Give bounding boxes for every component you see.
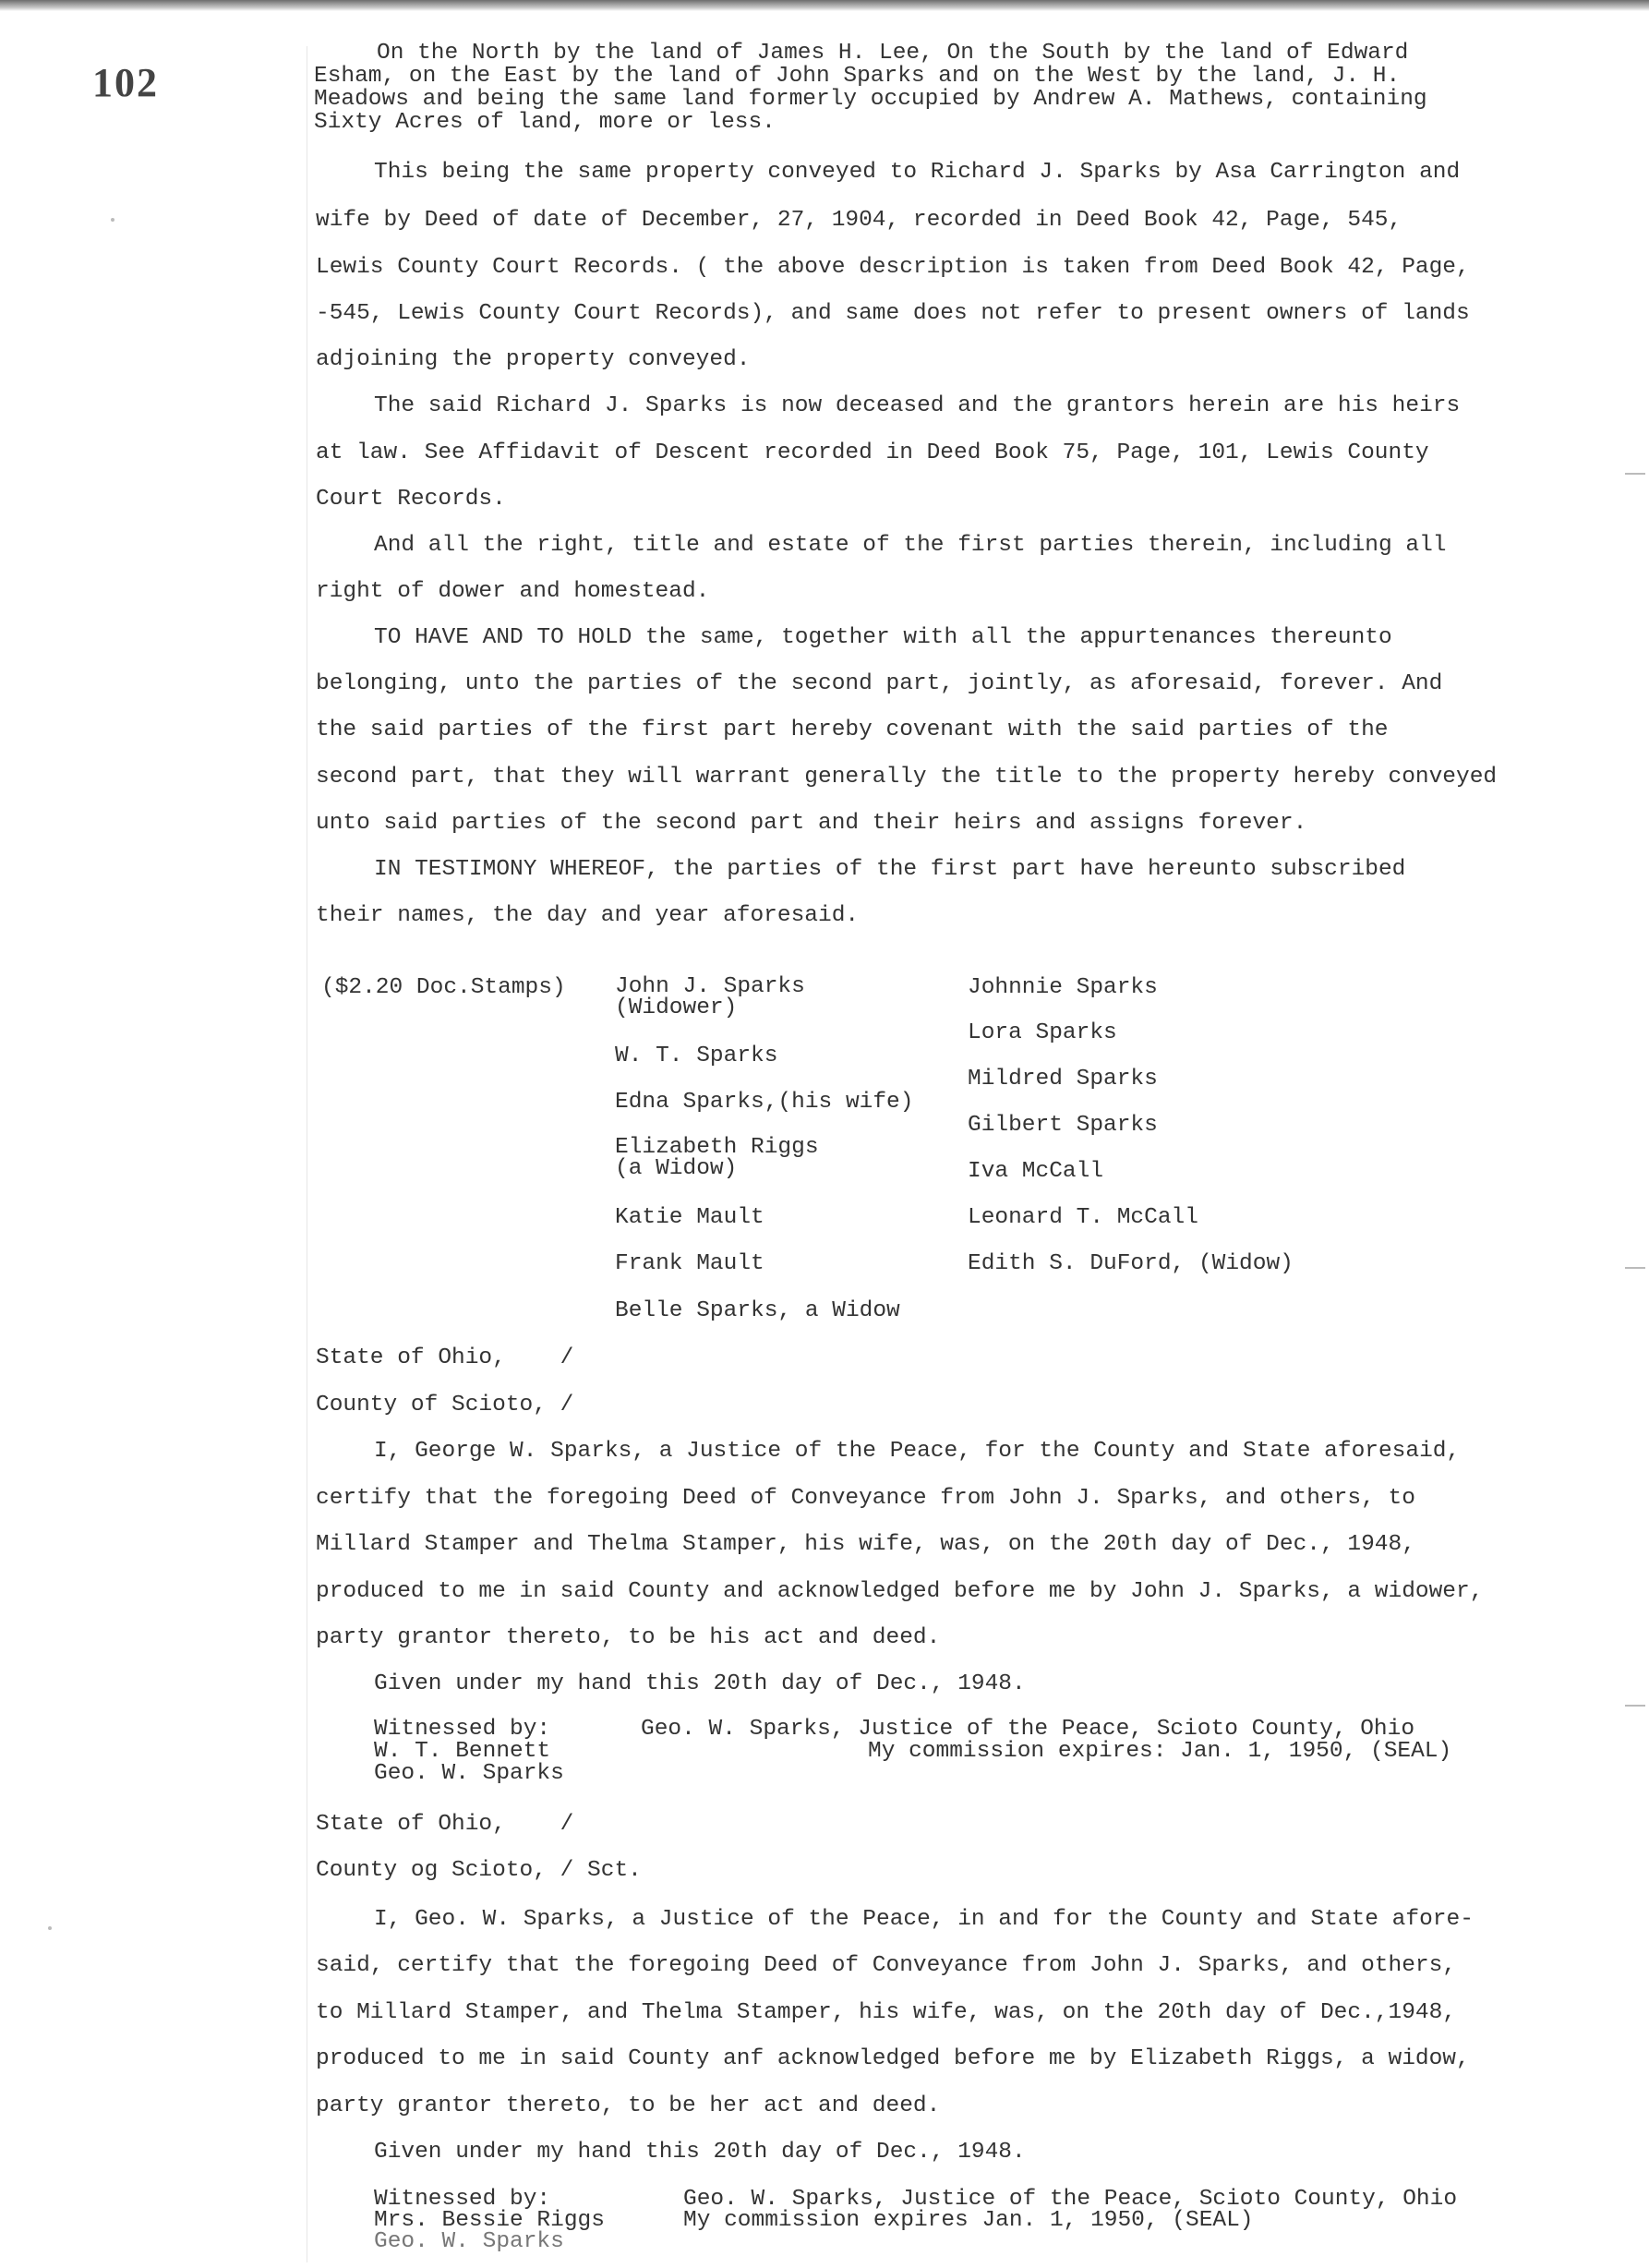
text-line: unto said parties of the second part and their heirs and assigns forever. (316, 811, 1307, 836)
text-line: party grantor thereto, to be his act and deed. (316, 1625, 941, 1650)
text-line: Given under my hand this 20th day of Dec., 1948. (374, 2140, 1026, 2165)
signatory: Gilbert Sparks (968, 1113, 1158, 1138)
text-line: The said Richard J. Sparks is now deceased and the grantors herein are his heirs (374, 393, 1461, 418)
signatory: Iva McCall (968, 1159, 1104, 1184)
scan-speck (111, 218, 114, 222)
text-line: their names, the day and year aforesaid. (316, 903, 860, 928)
signatory-note: (Widower) (615, 995, 738, 1020)
signatory: Katie Mault (615, 1205, 764, 1230)
text-line: produced to me in said County anf acknowledged before me by Elizabeth Riggs, a widow, (316, 2046, 1470, 2071)
justice-signature: Geo. W. Sparks, Justice of the Peace, Scioto County, Ohio (641, 1717, 1415, 1742)
witness-name: Geo. W. Sparks (374, 2229, 564, 2254)
signatory: Edith S. DuFord, (Widow) (968, 1251, 1294, 1276)
text-line: IN TESTIMONY WHEREOF, the parties of the first part have hereunto subscribed (374, 857, 1406, 882)
text-line: adjoining the property conveyed. (316, 347, 751, 372)
signatory: Mildred Sparks (968, 1067, 1158, 1092)
venue-line: State of Ohio, / (316, 1345, 574, 1370)
text-line: the said parties of the first part hereby covenant with the said parties of the (316, 718, 1389, 742)
scan-mark (1625, 473, 1645, 475)
text-line: right of dower and homestead. (316, 579, 710, 604)
text-line: -545, Lewis County Court Records), and same does not refer to present owners of lands (316, 301, 1470, 326)
doc-stamps: ($2.20 Doc.Stamps) (321, 975, 566, 1000)
text-line: Sixty Acres of land, more or less. (314, 110, 776, 135)
text-line: Given under my hand this 20th day of Dec., 1948. (374, 1671, 1026, 1696)
venue-line: County of Scioto, / (316, 1393, 574, 1418)
venue-line: State of Ohio, / (316, 1812, 574, 1837)
signatory: Elizabeth Riggs (615, 1135, 819, 1160)
scan-mark (1625, 1705, 1645, 1707)
text-line: said, certify that the foregoing Deed of Conveyance from John J. Sparks, and others, (316, 1953, 1457, 1978)
witness-name: W. T. Bennett (374, 1739, 551, 1764)
signatory: Leonard T. McCall (968, 1205, 1198, 1230)
text-line: Millard Stamper and Thelma Stamper, his wife, was, on the 20th day of Dec., 1948, (316, 1532, 1415, 1557)
signatory: Johnnie Sparks (968, 975, 1158, 1000)
text-line: On the North by the land of James H. Lee, On the South by the land of Edward (377, 41, 1409, 66)
text-line: I, George W. Sparks, a Justice of the Peace, for the County and State aforesaid, (374, 1439, 1461, 1464)
scan-mark (1625, 1267, 1645, 1269)
signatory-note: (a Widow) (615, 1156, 738, 1181)
text-line: This being the same property conveyed to Richard J. Sparks by Asa Carrington and (374, 160, 1461, 185)
text-line: Lewis County Court Records. ( the above description is taken from Deed Book 42, Page, (316, 255, 1470, 280)
text-line: Esham, on the East by the land of John Sparks and on the West by the land, J. H. (314, 64, 1401, 89)
signatory: Frank Mault (615, 1251, 764, 1276)
signatory: Belle Sparks, a Widow (615, 1298, 900, 1323)
witness-name: Mrs. Bessie Riggs (374, 2208, 605, 2233)
signatory: W. T. Sparks (615, 1044, 778, 1068)
text-line: party grantor thereto, to be her act and deed. (316, 2093, 941, 2118)
text-line: certify that the foregoing Deed of Conveyance from John J. Sparks, and others, to (316, 1486, 1415, 1511)
text-line: I, Geo. W. Sparks, a Justice of the Peace, in and for the County and State afore- (374, 1907, 1474, 1932)
text-line: Meadows and being the same land formerly occupied by Andrew A. Mathews, containing (314, 87, 1427, 112)
text-line: produced to me in said County and acknowledged before me by John J. Sparks, a widower, (316, 1579, 1484, 1604)
commission-line: My commission expires: Jan. 1, 1950, (SEAL) (868, 1739, 1452, 1764)
text-line: at law. See Affidavit of Descent recorded in Deed Book 75, Page, 101, Lewis County (316, 440, 1429, 465)
scan-speck (48, 1926, 52, 1930)
text-line: belonging, unto the parties of the second part, jointly, as aforesaid, forever. And (316, 671, 1443, 696)
text-line: second part, that they will warrant generally the title to the property hereby conveyed (316, 765, 1498, 790)
text-line: to Millard Stamper, and Thelma Stamper, his wife, was, on the 20th day of Dec.,1948, (316, 2000, 1457, 2025)
signatory: John J. Sparks (615, 974, 805, 999)
scan-top-edge (0, 0, 1649, 11)
text-line: Court Records. (316, 487, 506, 512)
signatory: Edna Sparks,(his wife) (615, 1090, 914, 1115)
witness-name: Geo. W. Sparks (374, 1761, 564, 1786)
commission-line: My commission expires Jan. 1, 1950, (SEAL) (683, 2208, 1254, 2233)
page-number: 102 (92, 60, 159, 105)
text-line: wife by Deed of date of December, 27, 1904, recorded in Deed Book 42, Page, 545, (316, 208, 1402, 233)
venue-line: County og Scioto, / Sct. (316, 1858, 642, 1883)
justice-signature: Geo. W. Sparks, Justice of the Peace, Scioto County, Ohio (683, 2187, 1458, 2212)
witness-label: Witnessed by: (374, 2187, 551, 2212)
text-line: And all the right, title and estate of the first parties therein, including all (374, 533, 1447, 558)
witness-label: Witnessed by: (374, 1717, 551, 1742)
signatory: Lora Sparks (968, 1020, 1117, 1045)
text-line: TO HAVE AND TO HOLD the same, together with all the appurtenances thereunto (374, 625, 1392, 650)
